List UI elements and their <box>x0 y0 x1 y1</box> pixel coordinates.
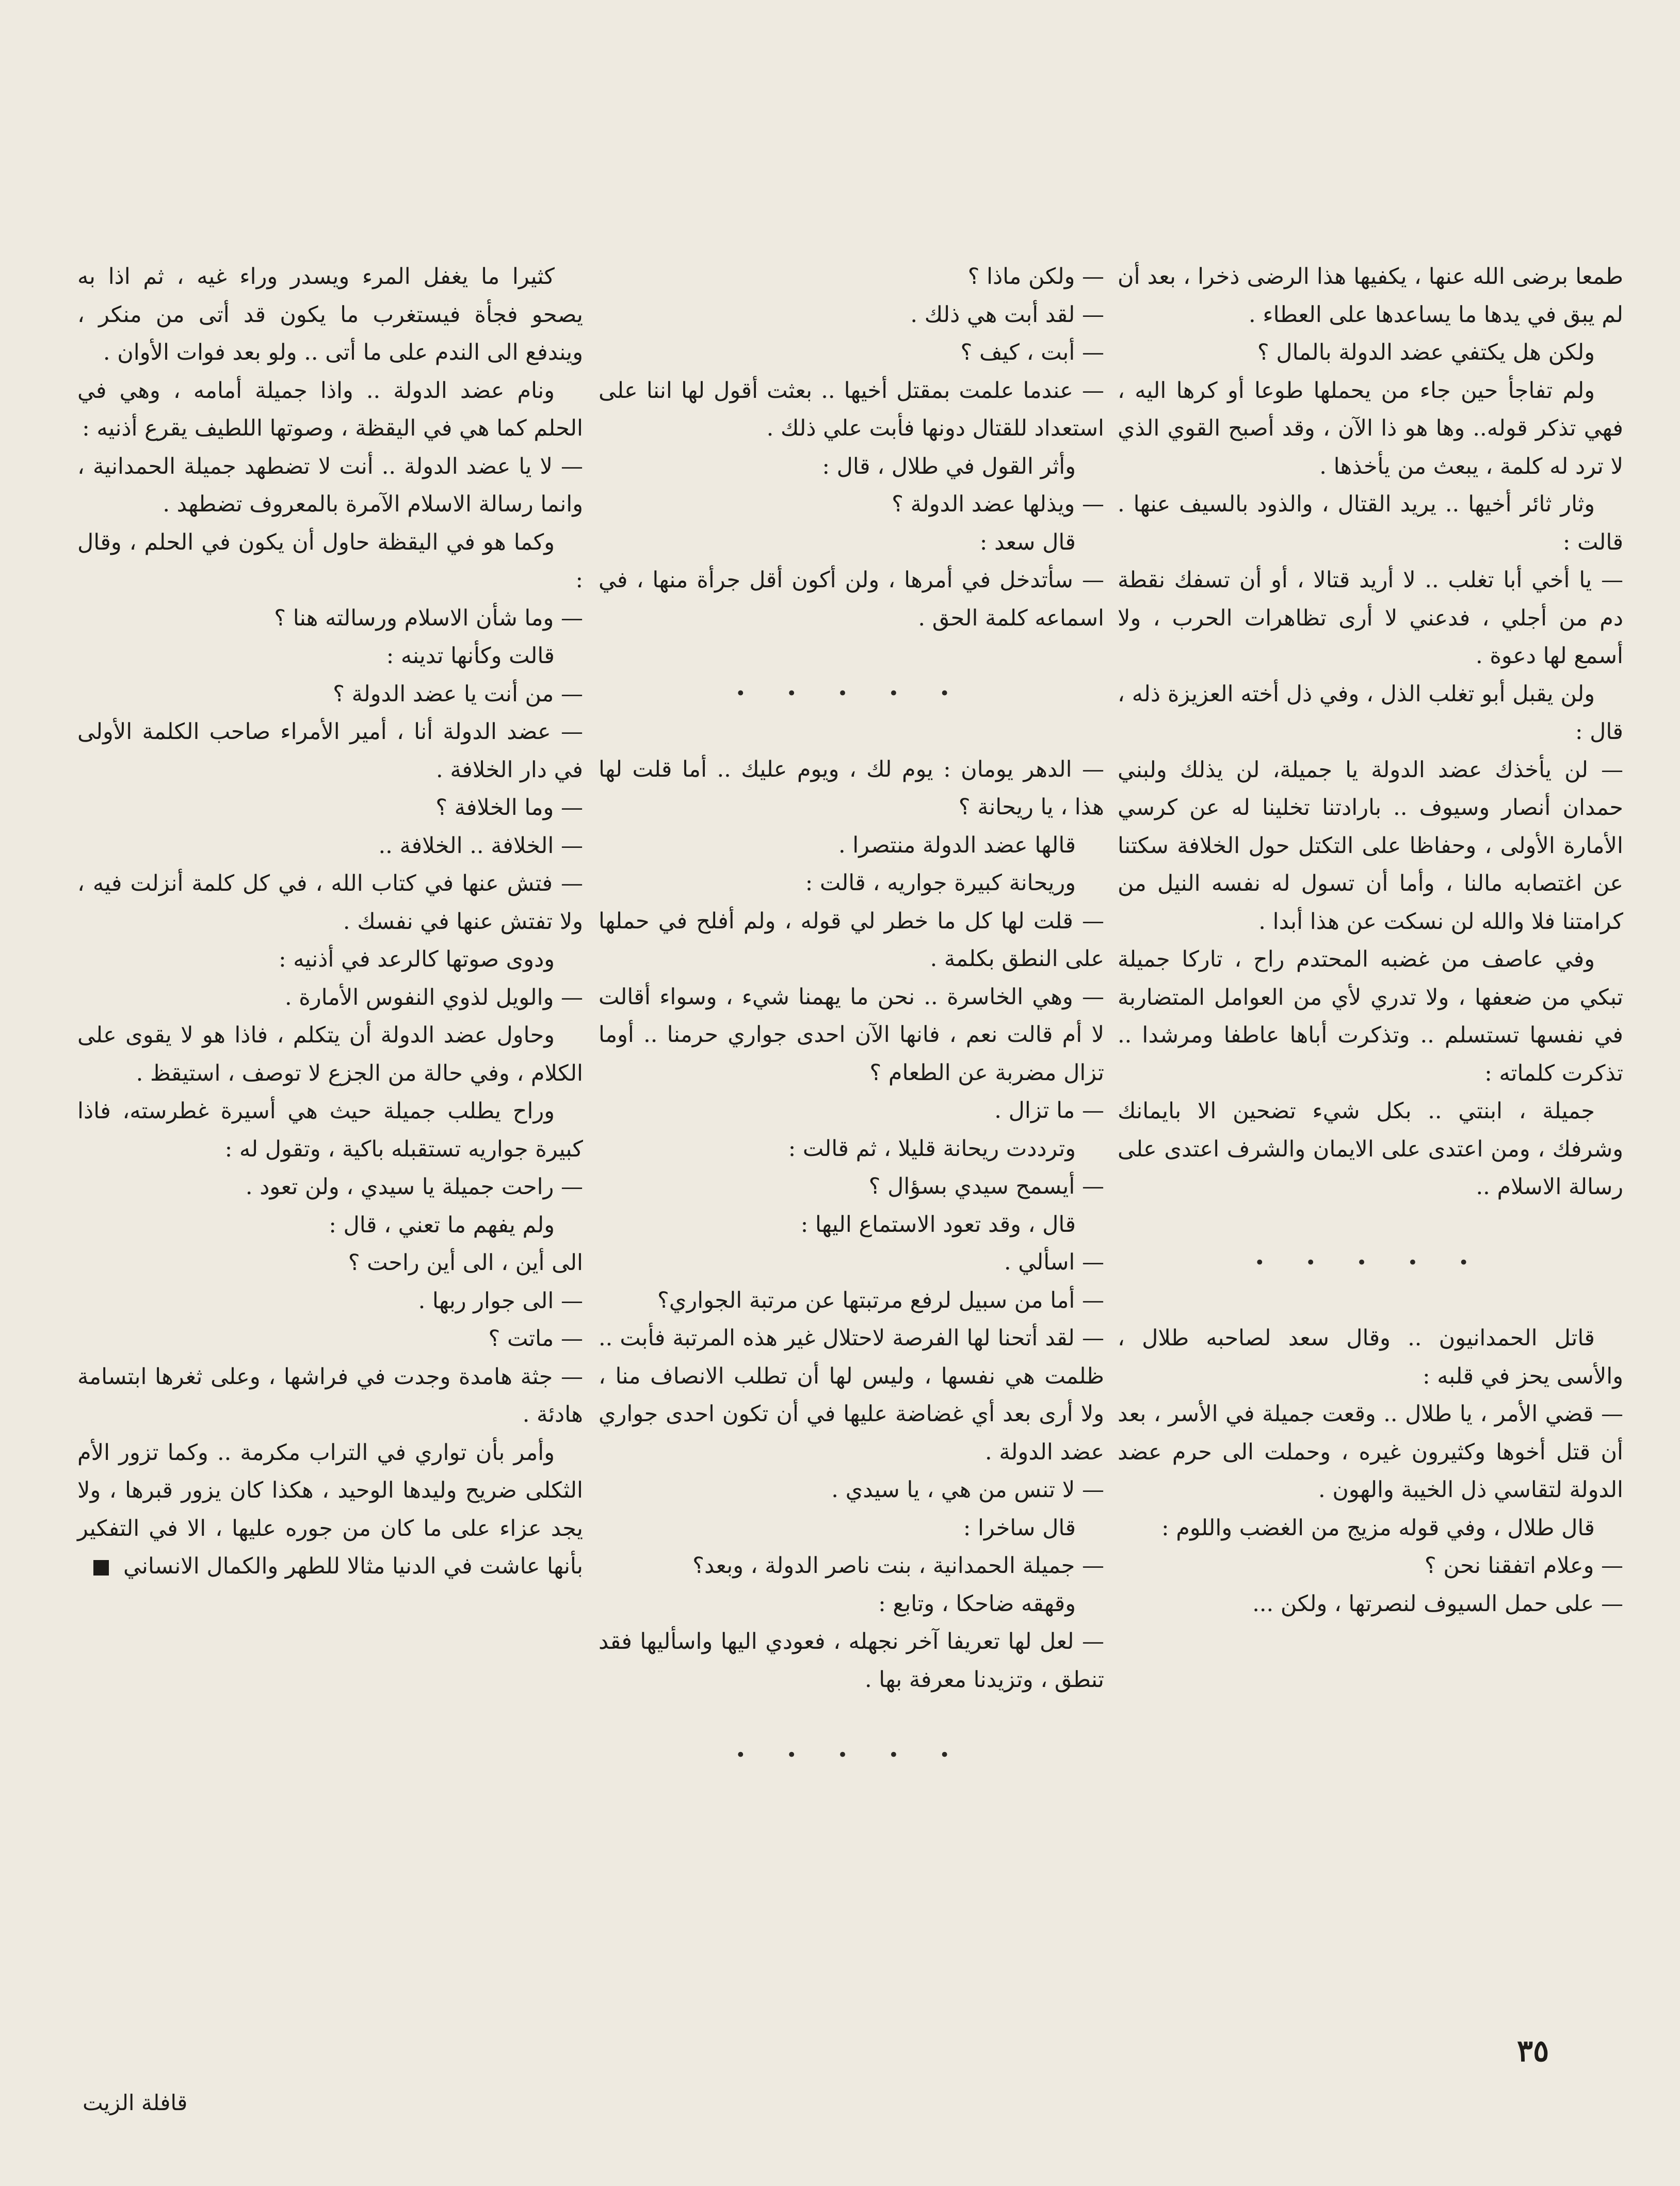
dialogue-line: — لقد أتحنا لها الفرصة لاحتلال غير هذه المرتبة فأبت .. ظلمت هي نفسها ، وليس لها أن تطلب الانصاف منا ، ولا أرى بعد أي غضاضة عليها في أن تكون احدى جواري عضد الدولة . <box>599 1325 1104 1465</box>
paragraph: جميلة ، ابنتي .. بكل شيء تضحين الا بايمانك وشرفك ، ومن اعتدى على الايمان والشرف اعتدى على رسالة الاسلام .. <box>1118 1098 1623 1200</box>
magazine-name: قافلة الزيت <box>83 2090 188 2115</box>
paragraph: ولم يفهم ما تعني ، قال : <box>329 1212 555 1238</box>
dialogue-line: — ولكن ماذا ؟ <box>967 264 1104 290</box>
dialogue-line: الى أين ، الى أين راحت ؟ <box>348 1250 583 1276</box>
page-number: ٣٥ <box>1517 2033 1549 2068</box>
paragraph: قال ، وقد تعود الاستماع اليها : <box>800 1211 1076 1237</box>
right-block-2 <box>1118 1320 1623 1623</box>
paragraph: وأمر بأن تواري في التراب مكرمة .. وكما تزور الأم الثكلى ضريح وليدها الوحيد ، هكذا كان يزور قبرها ، ولا يجد عزاء على ما كان من جوره عليها ، الا في التفكير بأنها عاشت في الدنيا مثالا للطهر والكمال الانساني <box>77 1439 583 1579</box>
dialogue-line: — اسألي . <box>1004 1249 1104 1275</box>
dialogue-line: — لعل لها تعريفا آخر نجهله ، فعودي اليها واسأليها فقد تنطق ، وتزيدنا معرفة بها . <box>599 1629 1104 1693</box>
dialogue-line: — وما شأن الاسلام ورسالته هنا ؟ <box>274 605 583 631</box>
paragraph: قال طلال ، وفي قوله مزيج من الغضب واللوم : <box>1161 1515 1595 1541</box>
dialogue-line: — يا أخي أبا تغلب .. لا أريد قتالا ، أو أن تسفك نقطة دم من أجلي ، فدعني لا أرى تظاهرات الحرب ، ولا أسمع لها دعوة . <box>1118 567 1623 669</box>
section-separator: • • • • • <box>735 1745 967 1765</box>
paragraph: وكما هو في اليقظة حاول أن يكون في الحلم ، وقال : <box>77 529 583 593</box>
dialogue-line: — وما الخلافة ؟ <box>435 795 583 821</box>
dialogue-line: — جثة هامدة وجدت في فراشها ، وعلى ثغرها ابتسامة هادئة . <box>77 1363 583 1427</box>
dialogue-line: — عندما علمت بمقتل أخيها .. بعثت أقول لها اننا على استعداد للقتال دونها فأبت علي ذلك . <box>599 377 1104 441</box>
dialogue-line: — ماتت ؟ <box>488 1326 583 1352</box>
paragraph: ونام عضد الدولة .. واذا جميلة أمامه ، وهي في الحلم كما هي في اليقظة ، وصوتها اللطيف يقرع أذنيه : <box>77 377 583 441</box>
dialogue-line: — أما من سبيل لرفع مرتبتها عن مرتبة الجواري؟ <box>657 1287 1104 1313</box>
paragraph: قالها عضد الدولة منتصرا . <box>838 832 1076 858</box>
paragraph: وفي عاصف من غضبه المحتدم راح ، تاركا جميلة تبكي من ضعفها ، ولا تدري لأي من العوامل المتضاربة في نفسها تستسلم .. وتذكرت أباها عاطفا ومرشدا .. تذكرت كلماته : <box>1118 946 1623 1086</box>
paragraph: طمعا برضى الله عنها ، يكفيها هذا الرضى ذخرا ، بعد أن لم يبق في يدها ما يساعدها على العطاء . <box>1118 264 1623 328</box>
paragraph: ولن يقبل أبو تغلب الذل ، وفي ذل أخته العزيزة ذله ، قال : <box>1118 681 1623 745</box>
column-middle <box>599 258 1104 1812</box>
paragraph: ودوى صوتها كالرعد في أذنيه : <box>279 946 555 972</box>
dialogue-line: — لقد أبت هي ذلك . <box>910 301 1104 328</box>
paragraph: وريحانة كبيرة جواريه ، قالت : <box>805 870 1076 896</box>
left-block-1 <box>77 258 583 1586</box>
dialogue-line: — من أنت يا عضد الدولة ؟ <box>333 681 583 707</box>
dialogue-line: — الدهر يومان : يوم لك ، ويوم عليك .. أما قلت لها هذا ، يا ريحانة ؟ <box>599 756 1104 820</box>
middle-block-2 <box>599 751 1104 1699</box>
dialogue-line: — لا تنس من هي ، يا سيدي . <box>831 1477 1104 1503</box>
middle-block-1 <box>599 258 1104 637</box>
section-separator: • • • • • <box>735 683 967 704</box>
dialogue-line: — وهي الخاسرة .. نحن ما يهمنا شيء ، وسواء أقالت لا أم قالت نعم ، فانها الآن احدى جواري حرمنا .. أوما تزال مضربة عن الطعام ؟ <box>599 984 1104 1086</box>
paragraph: ولم تفاجأ حين جاء من يحملها طوعا أو كرها اليه ، فهي تذكر قوله.. وها هو ذا الآن ، وقد أصبح القوي الذي لا ترد له كلمة ، يبعث من يأخذها . <box>1118 377 1623 479</box>
dialogue-line: — راحت جميلة يا سيدي ، ولن تعود . <box>245 1174 583 1200</box>
dialogue-line: — على حمل السيوف لنصرتها ، ولكن ... <box>1252 1590 1623 1617</box>
dialogue-line: — لن يأخذك عضد الدولة يا جميلة، لن يذلك ولبني حمدان أنصار وسيوف .. بارادتنا تخلينا له عن كرسي الأمارة الأولى ، وحفاظا على التكتل حول الخلافة سكتنا عن اغتصابه مالنا ، وأما أن تسول له نفسه النيل من كرامتنا فلا والله لن نسكت عن هذا أبدا . <box>1118 757 1623 935</box>
paragraph: كثيرا ما يغفل المرء ويسدر وراء غيه ، ثم اذا به يصحو فجأة فيستغرب ما يكون قد أتى من منكر ، ويندفع الى الندم على ما أتى .. ولو بعد فوات الأوان . <box>77 264 583 365</box>
column-right <box>1118 258 1623 1623</box>
end-of-article-mark <box>93 1560 109 1576</box>
paragraph: وترددت ريحانة قليلا ، ثم قالت : <box>788 1135 1076 1162</box>
dialogue-line: — قضي الأمر ، يا طلال .. وقعت جميلة في الأسر ، بعد أن قتل أخوها وكثيرون غيره ، وحملت الى حرم عضد الدولة لتقاسي ذل الخيبة والهون . <box>1118 1401 1623 1503</box>
dialogue-line: — الى جوار ربها . <box>418 1288 583 1314</box>
paragraph: قال ساخرا : <box>963 1515 1076 1541</box>
dialogue-line: — وعلام اتفقنا نحن ؟ <box>1424 1553 1623 1579</box>
dialogue-line: — والويل لذوي النفوس الأمارة . <box>284 984 583 1010</box>
dialogue-line: — سأتدخل في أمرها ، ولن أكون أقل جرأة منها ، في اسماعه كلمة الحق . <box>599 567 1104 631</box>
dialogue-line: — أيسمح سيدي بسؤال ؟ <box>868 1174 1104 1199</box>
dialogue-line: — جميلة الحمدانية ، بنت ناصر الدولة ، وبعد؟ <box>692 1553 1104 1579</box>
paragraph: وحاول عضد الدولة أن يتكلم ، فاذا هو لا يقوى على الكلام ، وفي حالة من الجزع لا توصف ، استيقظ . <box>77 1022 583 1086</box>
paragraph: وأثر القول في طلال ، قال : <box>822 453 1076 479</box>
dialogue-line: — ما تزال . <box>994 1098 1104 1123</box>
dialogue-line: — الخلافة .. الخلافة .. <box>378 832 583 859</box>
dialogue-line: — عضد الدولة أنا ، أمير الأمراء صاحب الكلمة الأولى في دار الخلافة . <box>77 719 583 783</box>
dialogue-line: — ويذلها عضد الدولة ؟ <box>892 491 1104 517</box>
paragraph: قاتل الحمدانيون .. وقال سعد لصاحبه طلال ، والأسى يحز في قلبه : <box>1118 1325 1623 1389</box>
column-left <box>77 258 583 1586</box>
paragraph: وثار ثائر أخيها .. يريد القتال ، والذود بالسيف عنها . قالت : <box>1118 491 1623 555</box>
dialogue-line: — أبت ، كيف ؟ <box>960 340 1104 365</box>
paragraph: وقهقه ضاحكا ، وتابع : <box>878 1590 1076 1617</box>
dialogue-line: — لا يا عضد الدولة .. أنت لا تضطهد جميلة الحمدانية ، وانما رسالة الاسلام الآمرة بالمعروف تضطهد . <box>77 453 583 517</box>
right-block-1 <box>1118 258 1623 1207</box>
paragraph: وراح يطلب جميلة حيث هي أسيرة غطرسته، فاذا كبيرة جواريه تستقبله باكية ، وتقول له : <box>77 1098 583 1162</box>
section-separator: • • • • • <box>1254 1252 1487 1273</box>
dialogue-line: — فتش عنها في كتاب الله ، في كل كلمة أنزلت فيه ، ولا تفتش عنها في نفسك . <box>77 871 583 935</box>
paragraph: ولكن هل يكتفي عضد الدولة بالمال ؟ <box>1257 340 1595 365</box>
dialogue-line: — قلت لها كل ما خطر لي قوله ، ولم أفلح في حملها على النطق بكلمة . <box>599 908 1104 972</box>
paragraph: قال سعد : <box>979 529 1076 555</box>
paragraph: قالت وكأنها تدينه : <box>386 643 555 669</box>
